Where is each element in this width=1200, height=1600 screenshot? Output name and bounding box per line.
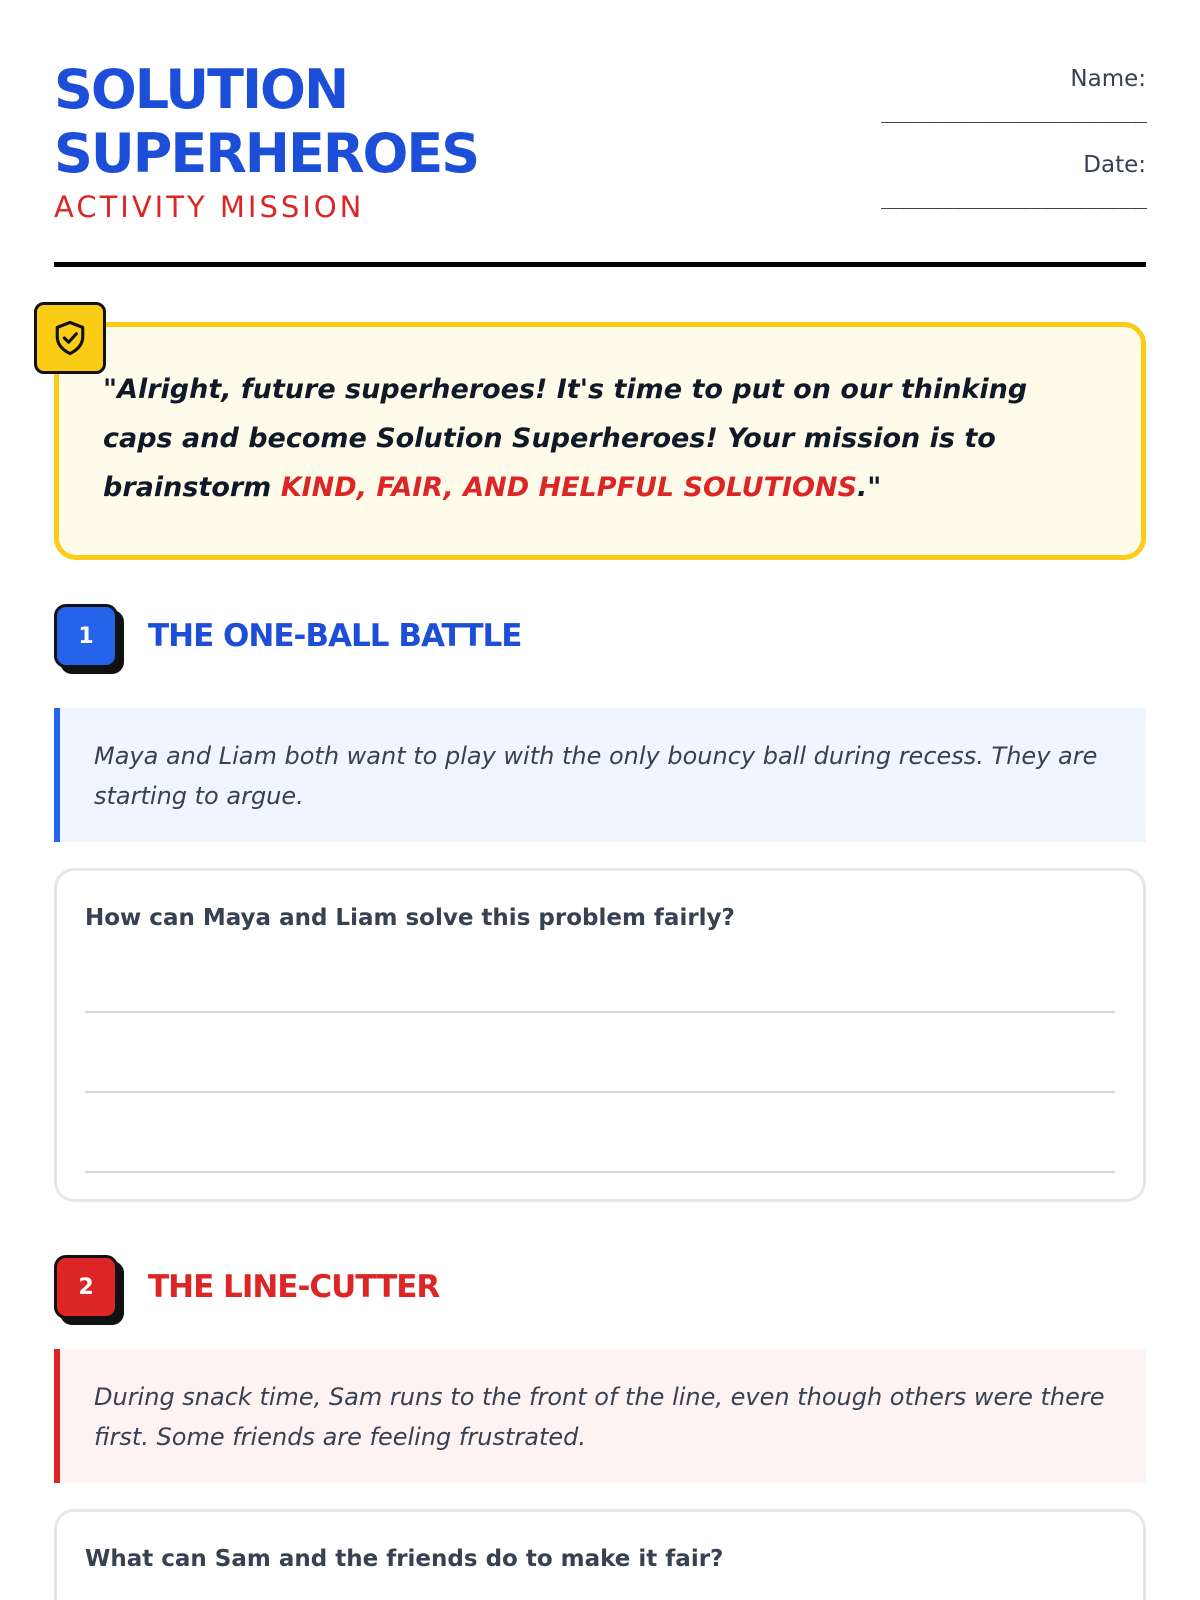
scenario-text: Maya and Liam both want to play with the only bouncy ball during recess. They are starting to argue. — [94, 742, 1098, 810]
section-1-heading — [54, 604, 1146, 674]
name-field[interactable]: ________________________ — [881, 99, 1146, 123]
shield-check-icon — [34, 302, 106, 374]
question-text: How can Maya and Liam solve this problem fairly? — [85, 905, 735, 931]
answer-box — [54, 1509, 1146, 1600]
student-info — [786, 62, 1146, 234]
scenario-text: During snack time, Sam runs to the front of the line, even though others were there first. Some friends are feeling frustrated. — [94, 1383, 1105, 1451]
date-label: Date: — [1083, 152, 1146, 178]
date-field[interactable]: ________________________ — [881, 185, 1146, 209]
scenario-card — [54, 1349, 1146, 1483]
worksheet-subtitle: ACTIVITY MISSION — [54, 190, 365, 224]
mission-text: "Alright, future superheroes! It's time to put on our thinking caps and become Solution Superheroes! Your mission is to brainstorm KIND, FAIR, AND HELPFUL SOLUTIONS." — [103, 374, 1028, 503]
section-2-heading — [54, 1255, 1146, 1325]
scenario-card — [54, 708, 1146, 842]
header-divider — [54, 262, 1146, 267]
section-number-badge: 1 — [54, 604, 118, 668]
writing-line[interactable] — [85, 1091, 1115, 1093]
section-number-badge: 2 — [54, 1255, 118, 1319]
title-line-1: SOLUTION — [54, 58, 348, 121]
mission-callout — [54, 322, 1146, 560]
writing-line[interactable] — [85, 1011, 1115, 1013]
question-text: What can Sam and the friends do to make it fair? — [85, 1546, 724, 1572]
writing-line[interactable] — [85, 1171, 1115, 1173]
answer-box — [54, 868, 1146, 1202]
mission-highlight: KIND, FAIR, AND HELPFUL SOLUTIONS — [280, 472, 858, 503]
section-title: THE ONE-BALL BATTLE — [148, 618, 522, 654]
section-title: THE LINE-CUTTER — [148, 1269, 440, 1305]
title-line-2: SUPERHEROES — [54, 122, 479, 185]
name-label: Name: — [1070, 66, 1146, 92]
worksheet-header — [54, 58, 1146, 268]
